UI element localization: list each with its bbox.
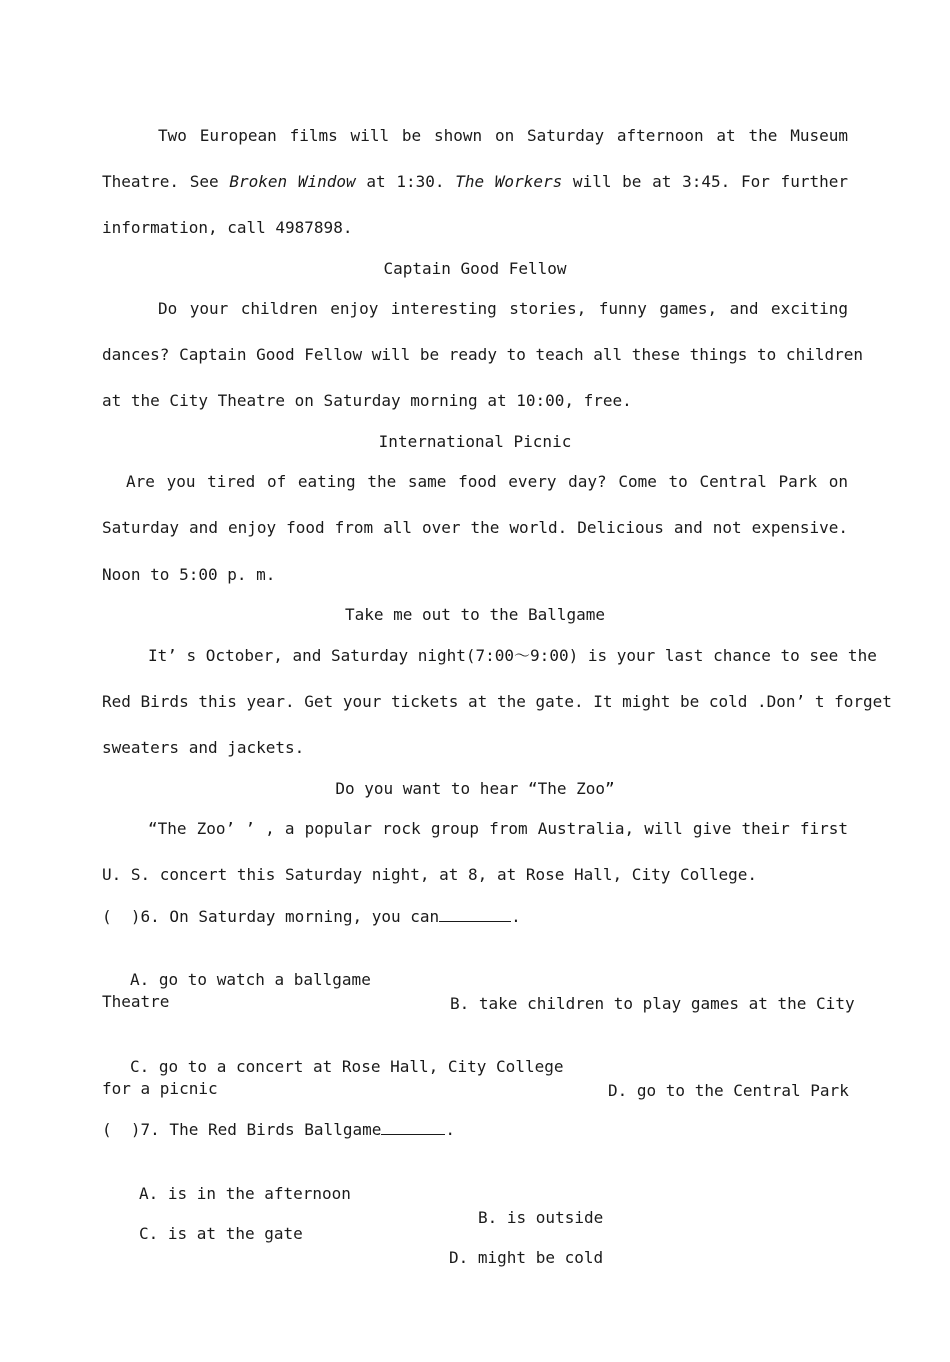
option-a[interactable]: A. is in the afternoon	[139, 1184, 351, 1203]
passage-1-line-3: information, call 4987898.	[102, 218, 353, 237]
passage-3-title: International Picnic	[378, 432, 572, 451]
question-7-options-row-2	[102, 1198, 848, 1267]
question-stem-text: ( )6. On Saturday morning, you can	[102, 907, 440, 926]
question-6-options-row-2: Theatre	[102, 992, 170, 1011]
passage-5-line-1: “The Zoo’ ’ , a popular rock group from Australia, will give their first	[148, 819, 848, 838]
film-title-the-workers: The Workers	[455, 172, 563, 191]
passage-3-line-2: Saturday and enjoy food from all over the world. Delicious and not expensive.	[102, 518, 848, 537]
passage-2-line-3: at the City Theatre on Saturday morning at 10:00, free.	[102, 391, 632, 410]
passage-4-line-1: It’ s October, and Saturday night(7:00～9:00) is your last chance to see the	[148, 646, 877, 665]
passage-5-line-2: U. S. concert this Saturday night, at 8, at Rose Hall, City College.	[102, 865, 758, 884]
question-stem-end: .	[511, 907, 521, 926]
answer-blank[interactable]	[381, 1117, 445, 1135]
option-d[interactable]: D. might be cold	[449, 1248, 604, 1267]
option-d[interactable]: D. go to the Central Park	[608, 1081, 849, 1100]
question-7-options-row-1	[102, 1158, 848, 1227]
option-b[interactable]: B. take children to play games at the City	[450, 994, 855, 1013]
passage-5-title: Do you want to hear “The Zoo”	[335, 779, 615, 798]
passage-3-line-3: Noon to 5:00 p. m.	[102, 565, 276, 584]
text-run: at 1:30.	[355, 172, 456, 191]
passage-2-line-2: dances? Captain Good Fellow will be ready to teach all these things to children	[102, 345, 863, 364]
passage-1-line-2	[102, 170, 848, 194]
passage-3-line-1: Are you tired of eating the same food every day? Come to Central Park on	[126, 472, 848, 491]
passage-2-line-1: Do your children enjoy interesting stories, funny games, and exciting	[158, 299, 848, 318]
film-title-broken-window: Broken Window	[229, 172, 356, 191]
passage-4-line-3: sweaters and jackets.	[102, 738, 305, 757]
question-6-options-row-4: for a picnic	[102, 1079, 218, 1098]
option-b[interactable]: B. is outside	[478, 1208, 604, 1227]
passage-4-line-2: Red Birds this year. Get your tickets at the gate. It might be cold .Don’ t forget	[102, 692, 892, 711]
passage-2-title: Captain Good Fellow	[383, 259, 567, 278]
question-7-stem	[102, 1117, 848, 1141]
answer-blank[interactable]	[439, 904, 511, 922]
question-stem-end: .	[445, 1120, 455, 1139]
passage-1-line-1: Two European films will be shown on Saturday afternoon at the Museum	[158, 126, 848, 145]
question-stem-text: ( )7. The Red Birds Ballgame	[102, 1120, 382, 1139]
option-a[interactable]: A. go to watch a ballgame	[130, 970, 371, 989]
text-run: will be at 3:45. For further	[562, 172, 848, 191]
option-c[interactable]: C. is at the gate	[139, 1224, 303, 1243]
option-c[interactable]: C. go to a concert at Rose Hall, City College	[130, 1057, 564, 1076]
text-run: Theatre. See	[102, 172, 230, 191]
passage-4-title: Take me out to the Ballgame	[344, 605, 606, 624]
question-6-stem	[102, 904, 848, 928]
